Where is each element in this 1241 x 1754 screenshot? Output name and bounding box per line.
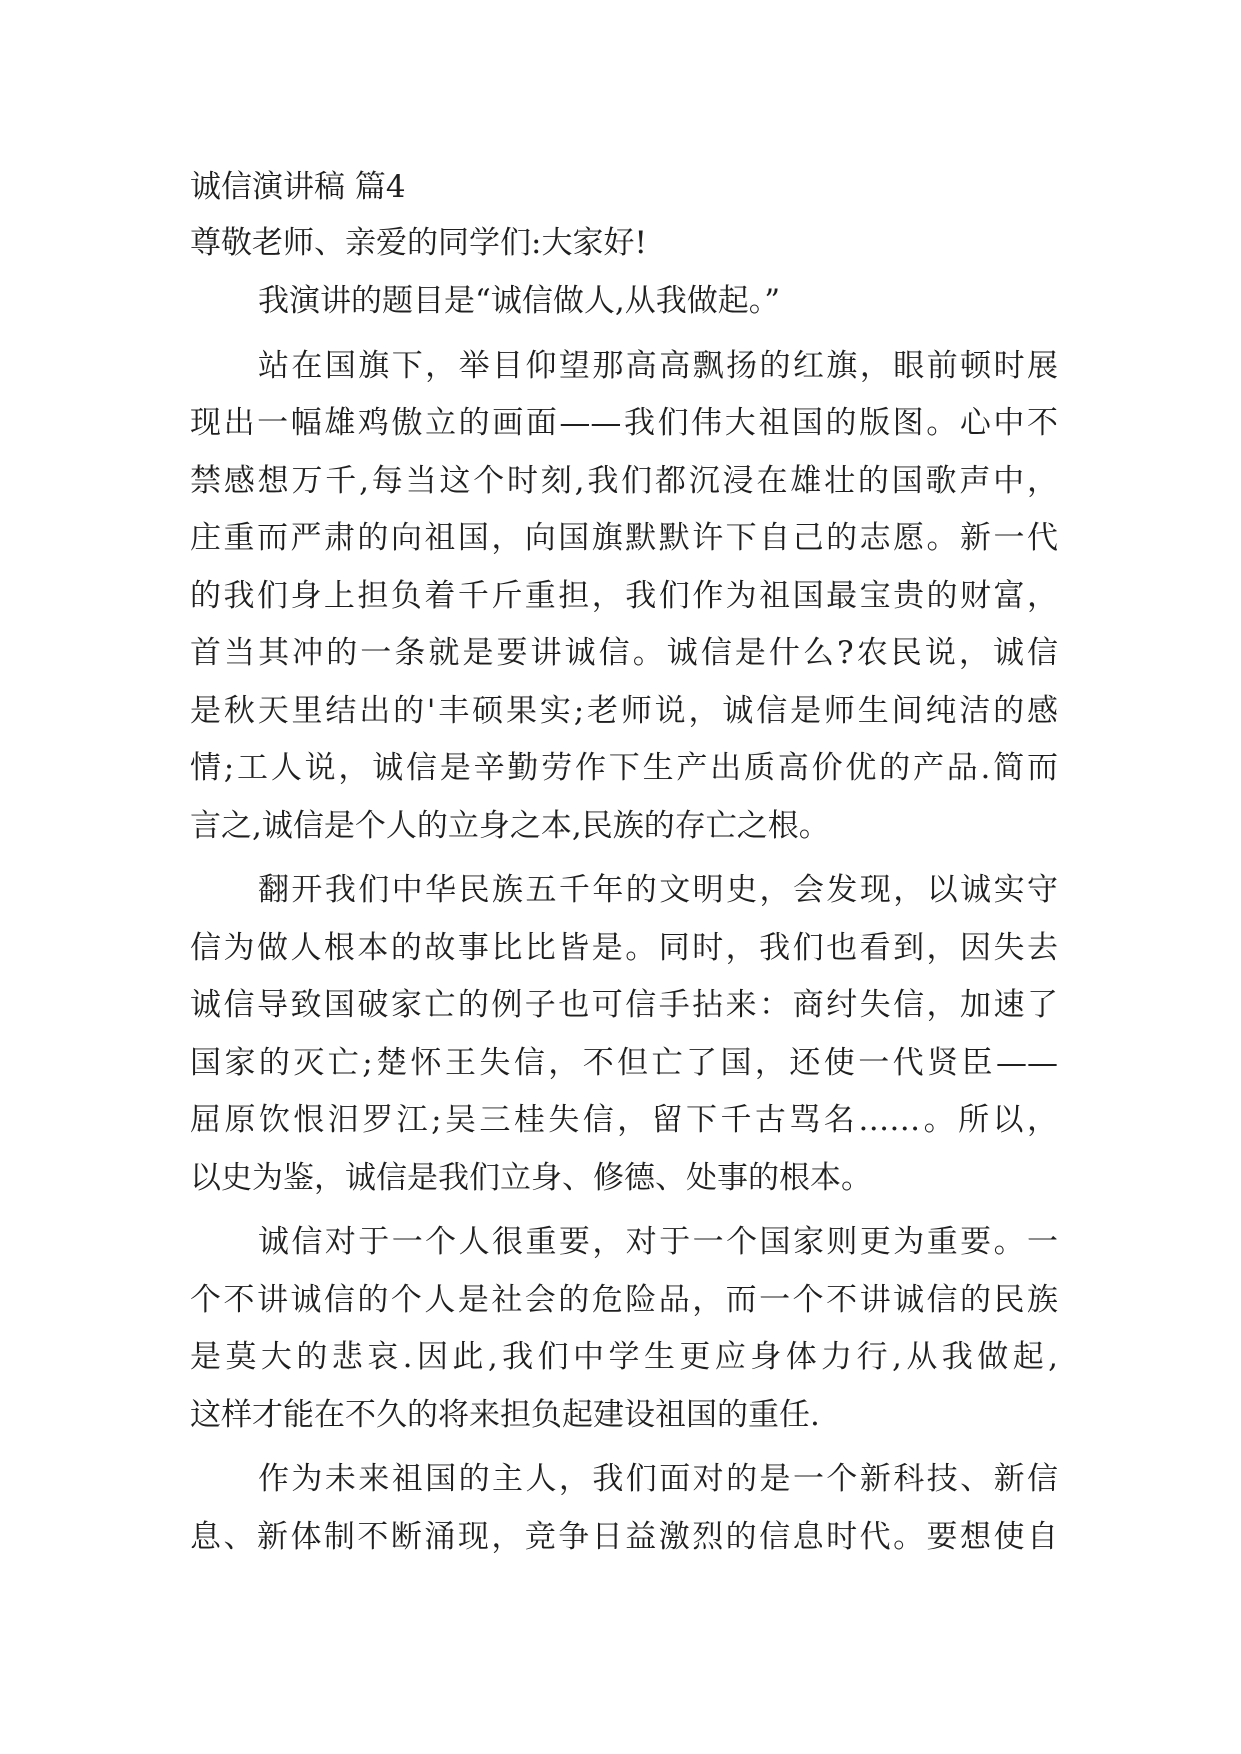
- paragraph-line: 信为做人根本的故事比比皆是。同时，我们也看到，因失去: [190, 929, 1058, 966]
- paragraph-line: 以史为鉴，诚信是我们立身、修德、处事的根本。: [190, 1159, 872, 1196]
- paragraph: [190, 862, 1058, 1207]
- paragraph: [190, 338, 1058, 856]
- paragraph: [190, 273, 1058, 331]
- paragraph-line: 诚信导致国破家亡的例子也可信手拈来：商纣失信，加速了: [190, 987, 1058, 1023]
- paragraph-line: 我演讲的题目是“诚信做人,从我做起。”: [258, 283, 781, 319]
- paragraph: [190, 1451, 1058, 1566]
- paragraph-line: 站在国旗下，举目仰望那高高飘扬的红旗，眼前顿时展: [258, 347, 1058, 384]
- document-page: [190, 161, 1058, 1573]
- paragraph-line: 诚信对于一个人很重要，对于一个国家则更为重要。一: [258, 1224, 1058, 1260]
- paragraph-line: 庄重而严肃的向祖国，向国旗默默许下自己的志愿。新一代: [190, 520, 1058, 556]
- paragraph-line: 作为未来祖国的主人，我们面对的是一个新科技、新信: [258, 1461, 1058, 1497]
- document-title: 诚信演讲稿 篇4: [190, 169, 406, 205]
- paragraph-line: 的我们身上担负着千斤重担，我们作为祖国最宝贵的财富，: [190, 577, 1058, 614]
- paragraph-line: 首当其冲的一条就是要讲诚信。诚信是什么?农民说，诚信: [190, 635, 1058, 671]
- paragraph-line: 是秋天里结出的'丰硕果实;老师说，诚信是师生间纯洁的感: [190, 692, 1058, 729]
- salutation: 尊敬老师、亲爱的同学们:大家好!: [190, 225, 647, 261]
- paragraph-line: 这样才能在不久的将来担负起建设祖国的重任.: [190, 1396, 820, 1433]
- paragraph-line: 个不讲诚信的个人是社会的危险品，而一个不讲诚信的民族: [190, 1281, 1058, 1318]
- paragraph-line: 翻开我们中华民族五千年的文明史，会发现，以诚实守: [258, 872, 1058, 908]
- paragraph-line: 言之,诚信是个人的立身之本,民族的存亡之根。: [190, 807, 830, 844]
- paragraph-line: 禁感想万千,每当这个时刻,我们都沉浸在雄壮的国歌声中，: [190, 462, 1058, 499]
- paragraph-line: 息、新体制不断涌现，竞争日益激烈的信息时代。要想使自: [190, 1518, 1058, 1555]
- paragraph-line: 国家的灭亡;楚怀王失信，不但亡了国，还使一代贤臣——: [190, 1044, 1058, 1081]
- paragraph-line: 屈原饮恨汨罗江;吴三桂失信，留下千古骂名……。所以，: [190, 1102, 1058, 1138]
- paragraph-line: 现出一幅雄鸡傲立的画面——我们伟大祖国的版图。心中不: [190, 405, 1058, 441]
- paragraph-line: 是莫大的悲哀.因此,我们中学生更应身体力行,从我做起,: [190, 1339, 1058, 1375]
- paragraph-line: 情;工人说，诚信是辛勤劳作下生产出质高价优的产品.简而: [190, 750, 1058, 786]
- paragraph: [190, 1214, 1058, 1444]
